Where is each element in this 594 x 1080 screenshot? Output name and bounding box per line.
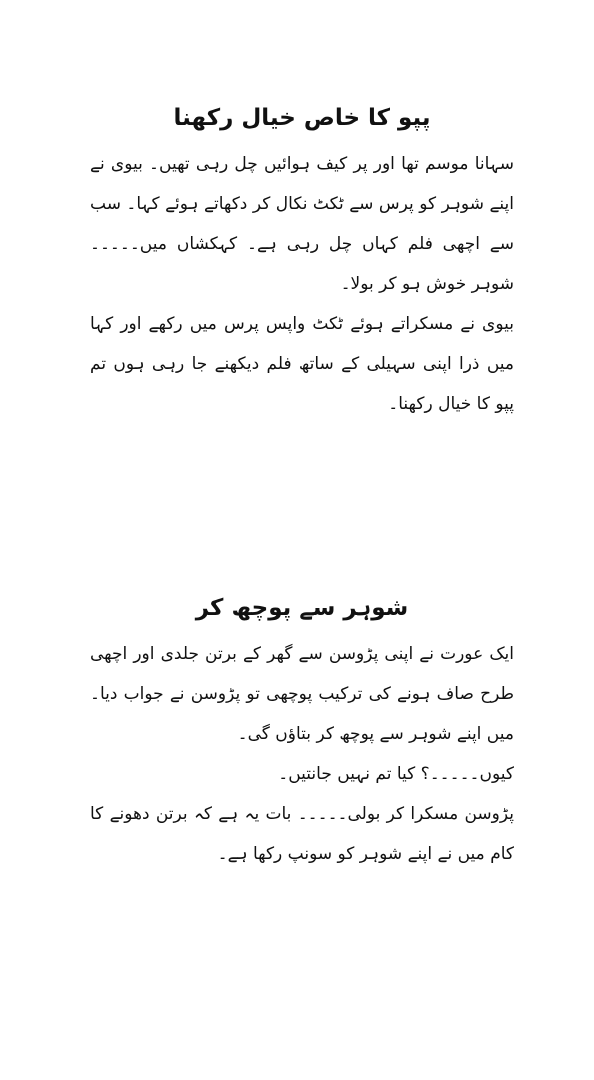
story-joke-1	[90, 98, 514, 424]
story-paragraph: بیوی نے مسکراتے ہوئے ٹکٹ واپس پرس میں رکھے اور کہا میں ذرا اپنی سہیلی کے ساتھ فلم دیکھنے جا رہی ہوں تم پپو کا خیال رکھنا۔	[90, 314, 514, 414]
story-title: پپو کا خاص خیال رکھنا	[173, 105, 431, 131]
story-paragraph: کیوں۔۔۔۔۔؟ کیا تم نہیں جانتیں۔	[278, 764, 514, 784]
story-paragraph: سہانا موسم تھا اور پر کیف ہوائیں چل رہی تھیں۔ بیوی نے اپنے شوہر کو پرس سے ٹکٹ نکال کر دکھاتے ہوئے کہا۔ سب سے اچھی فلم کہاں چل رہی ہے۔ کہکشاں میں۔۔۔۔۔ شوہر خوش ہو کر بولا۔	[90, 154, 514, 294]
story-title: شوہر سے پوچھ کر	[195, 595, 409, 621]
story-paragraph: پڑوسن مسکرا کر بولی۔۔۔۔۔ بات یہ ہے کہ برتن دھونے کا کام میں نے اپنے شوہر کو سونپ رکھا ہے۔	[90, 804, 514, 864]
story-paragraph: ایک عورت نے اپنی پڑوسن سے گھر کے برتن جلدی اور اچھی طرح صاف ہونے کی ترکیب پوچھی تو پڑوسن نے جواب دیا۔ میں اپنے شوہر سے پوچھ کر بتاؤں گی۔	[90, 644, 514, 744]
story-joke-2	[90, 588, 514, 874]
